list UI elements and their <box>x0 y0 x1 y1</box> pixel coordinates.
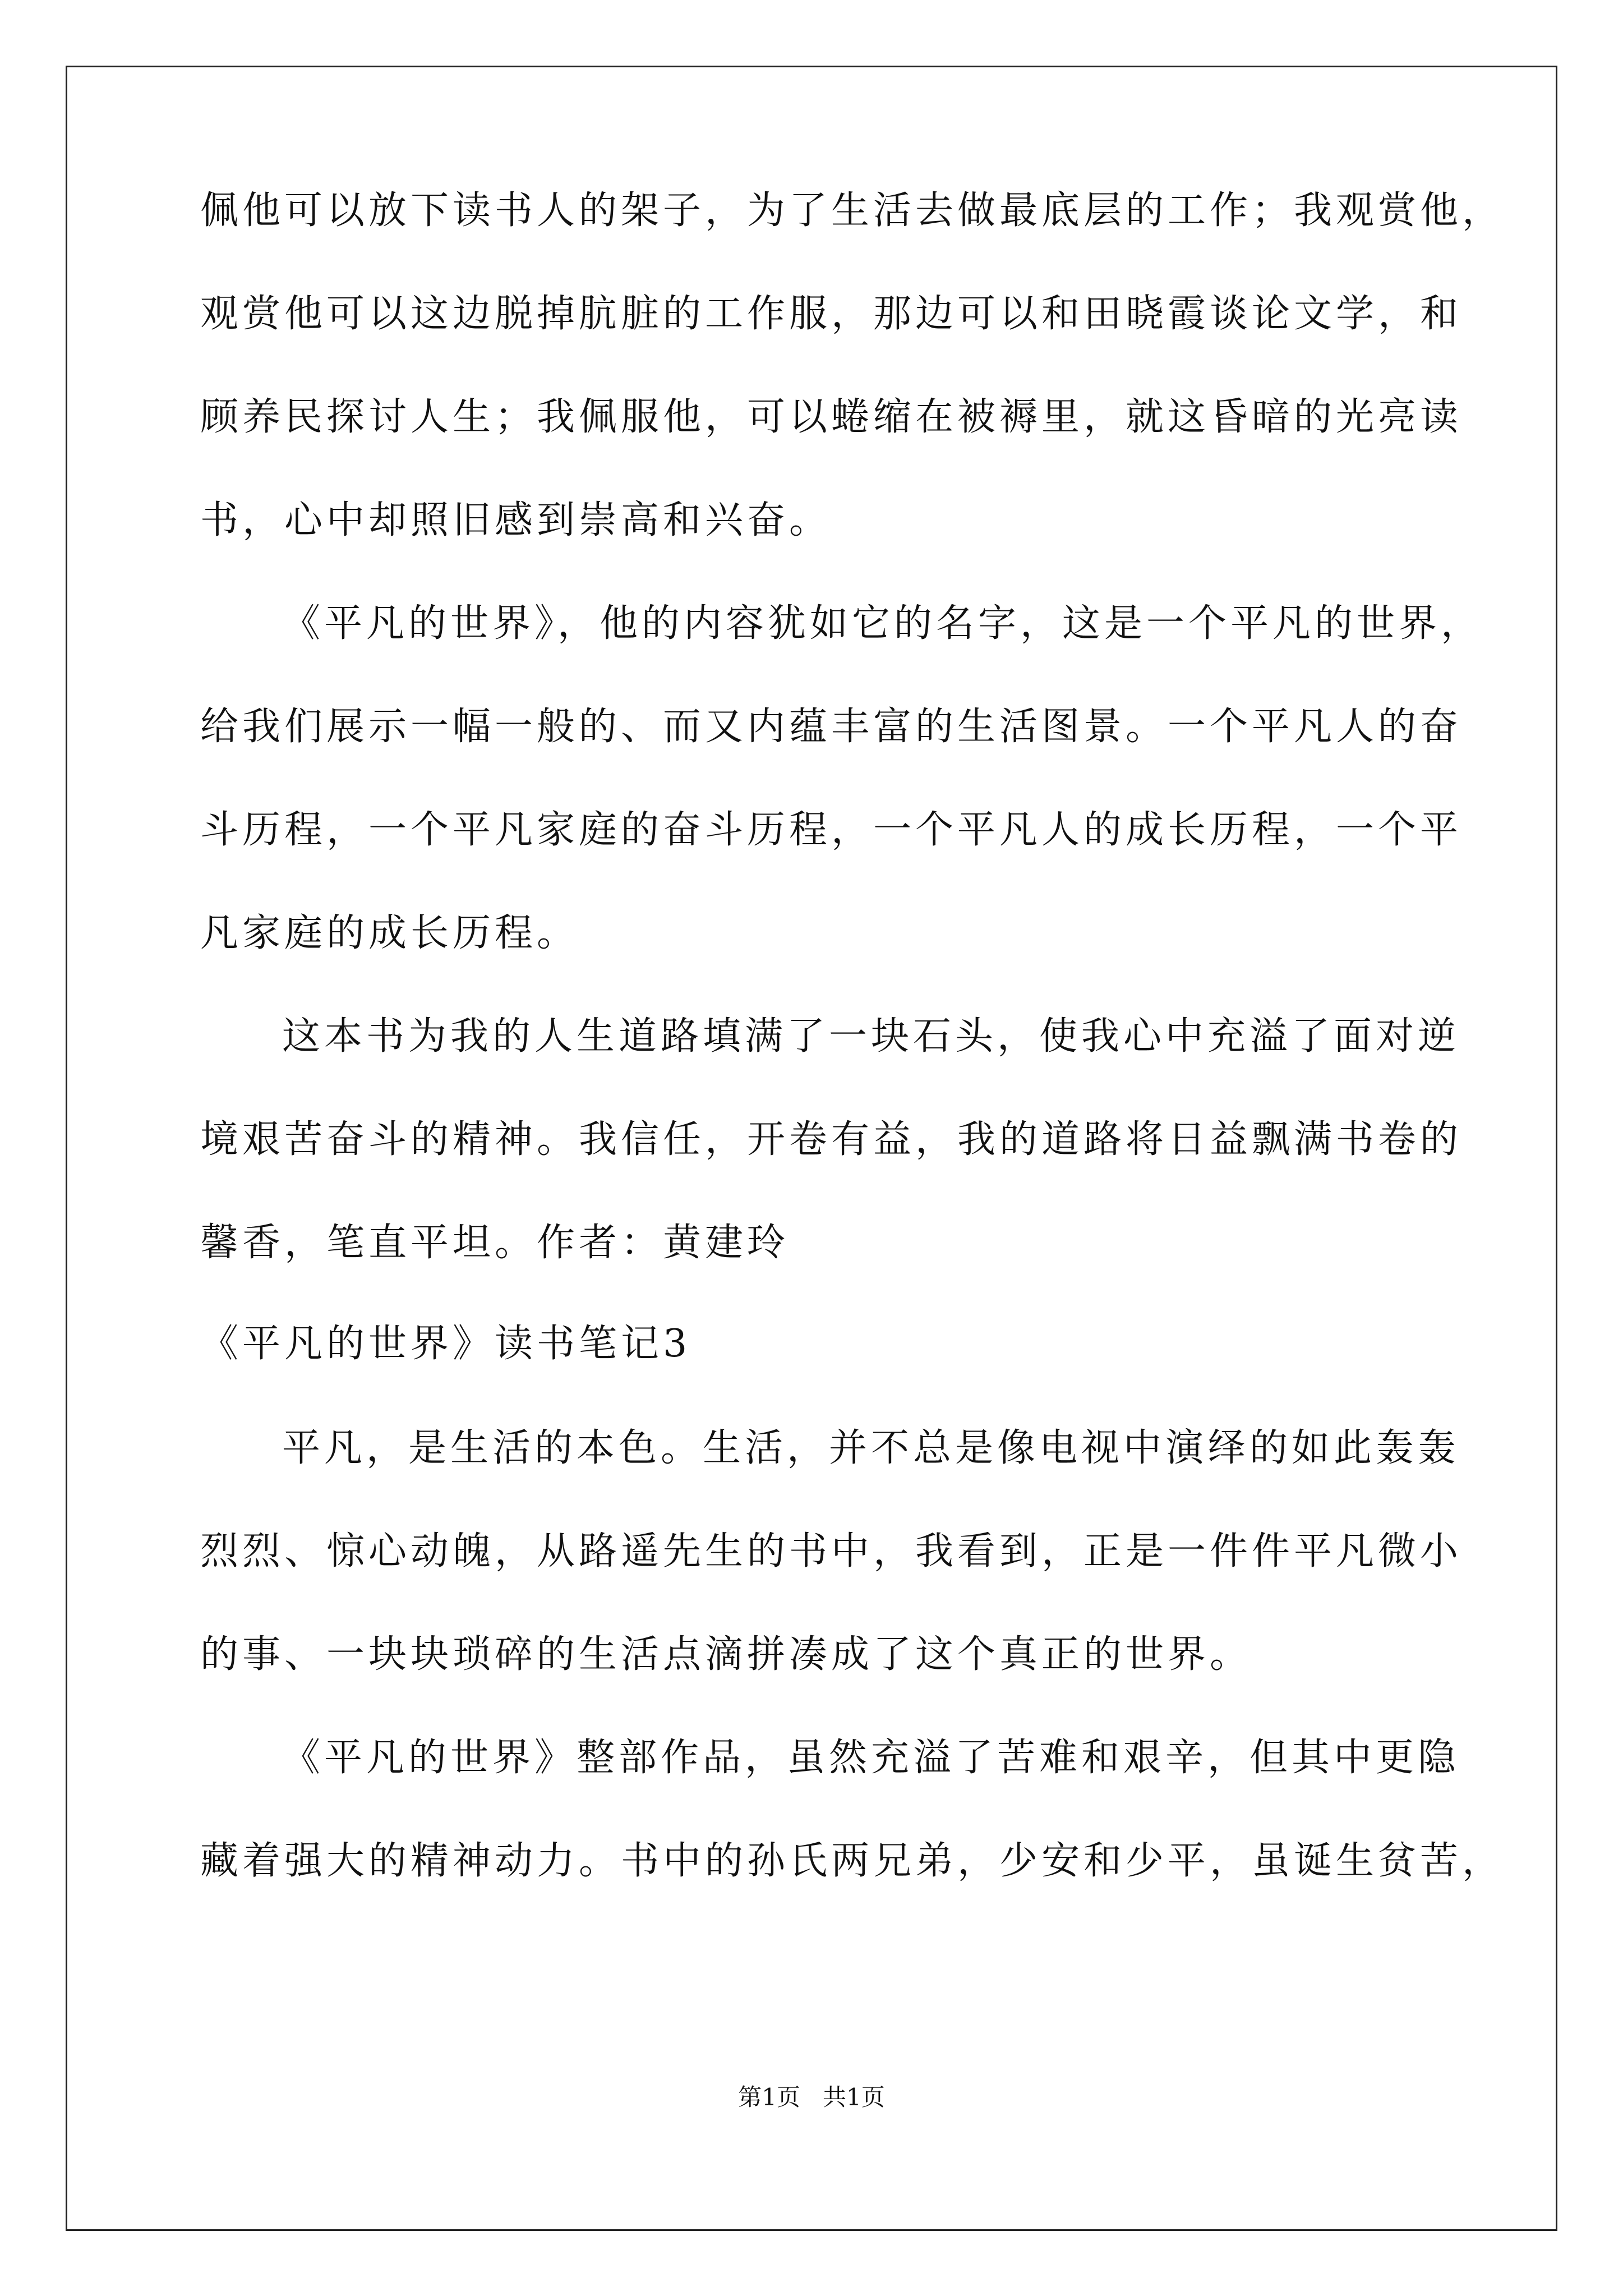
text-line: 观赏他可以这边脱掉肮脏的工作服，那边可以和田晓霞谈论文学，和 <box>200 292 1463 336</box>
text-line: 顾养民探讨人生；我佩服他，可以蜷缩在被褥里，就这昏暗的光亮读 <box>200 395 1463 439</box>
page-number-footer: 第1页 共1页 <box>738 2083 885 2111</box>
text-line: 给我们展示一幅一般的、而又内蕴丰富的生活图景。一个平凡人的奋 <box>200 705 1463 749</box>
text-line: 境艰苦奋斗的精神。我信任，开卷有益，我的道路将日益飘满书卷的 <box>200 1117 1463 1162</box>
text-line: 斗历程，一个平凡家庭的奋斗历程，一个平凡人的成长历程，一个平 <box>200 808 1463 852</box>
text-line: 藏着强大的精神动力。书中的孙氏两兄弟，少安和少平，虽诞生贫苦， <box>200 1839 1505 1883</box>
text-line: 馨香，笔直平坦。作者：黄建玲 <box>200 1221 790 1265</box>
text-line: 烈烈、惊心动魄，从路遥先生的书中，我看到，正是一件件平凡微小 <box>200 1529 1463 1573</box>
text-line: 这本书为我的人生道路填满了一块石头，使我心中充溢了面对逆 <box>282 1014 1460 1059</box>
text-line: 平凡，是生活的本色。生活，并不总是像电视中演绎的如此轰轰 <box>282 1426 1460 1470</box>
text-line: 《平凡的世界》，他的内容犹如它的名字，这是一个平凡的世界， <box>282 601 1483 646</box>
section-heading: 《平凡的世界》读书笔记3 <box>200 1322 691 1366</box>
text-line: 凡家庭的成长历程。 <box>200 911 579 955</box>
text-line: 《平凡的世界》整部作品，虽然充溢了苦难和艰辛，但其中更隐 <box>282 1736 1460 1780</box>
text-line: 佩他可以放下读书人的架子，为了生活去做最底层的工作；我观赏他， <box>200 188 1505 233</box>
text-line: 书，心中却照旧感到崇高和兴奋。 <box>200 498 832 542</box>
text-line: 的事、一块块琐碎的生活点滴拼凑成了这个真正的世界。 <box>200 1632 1252 1677</box>
